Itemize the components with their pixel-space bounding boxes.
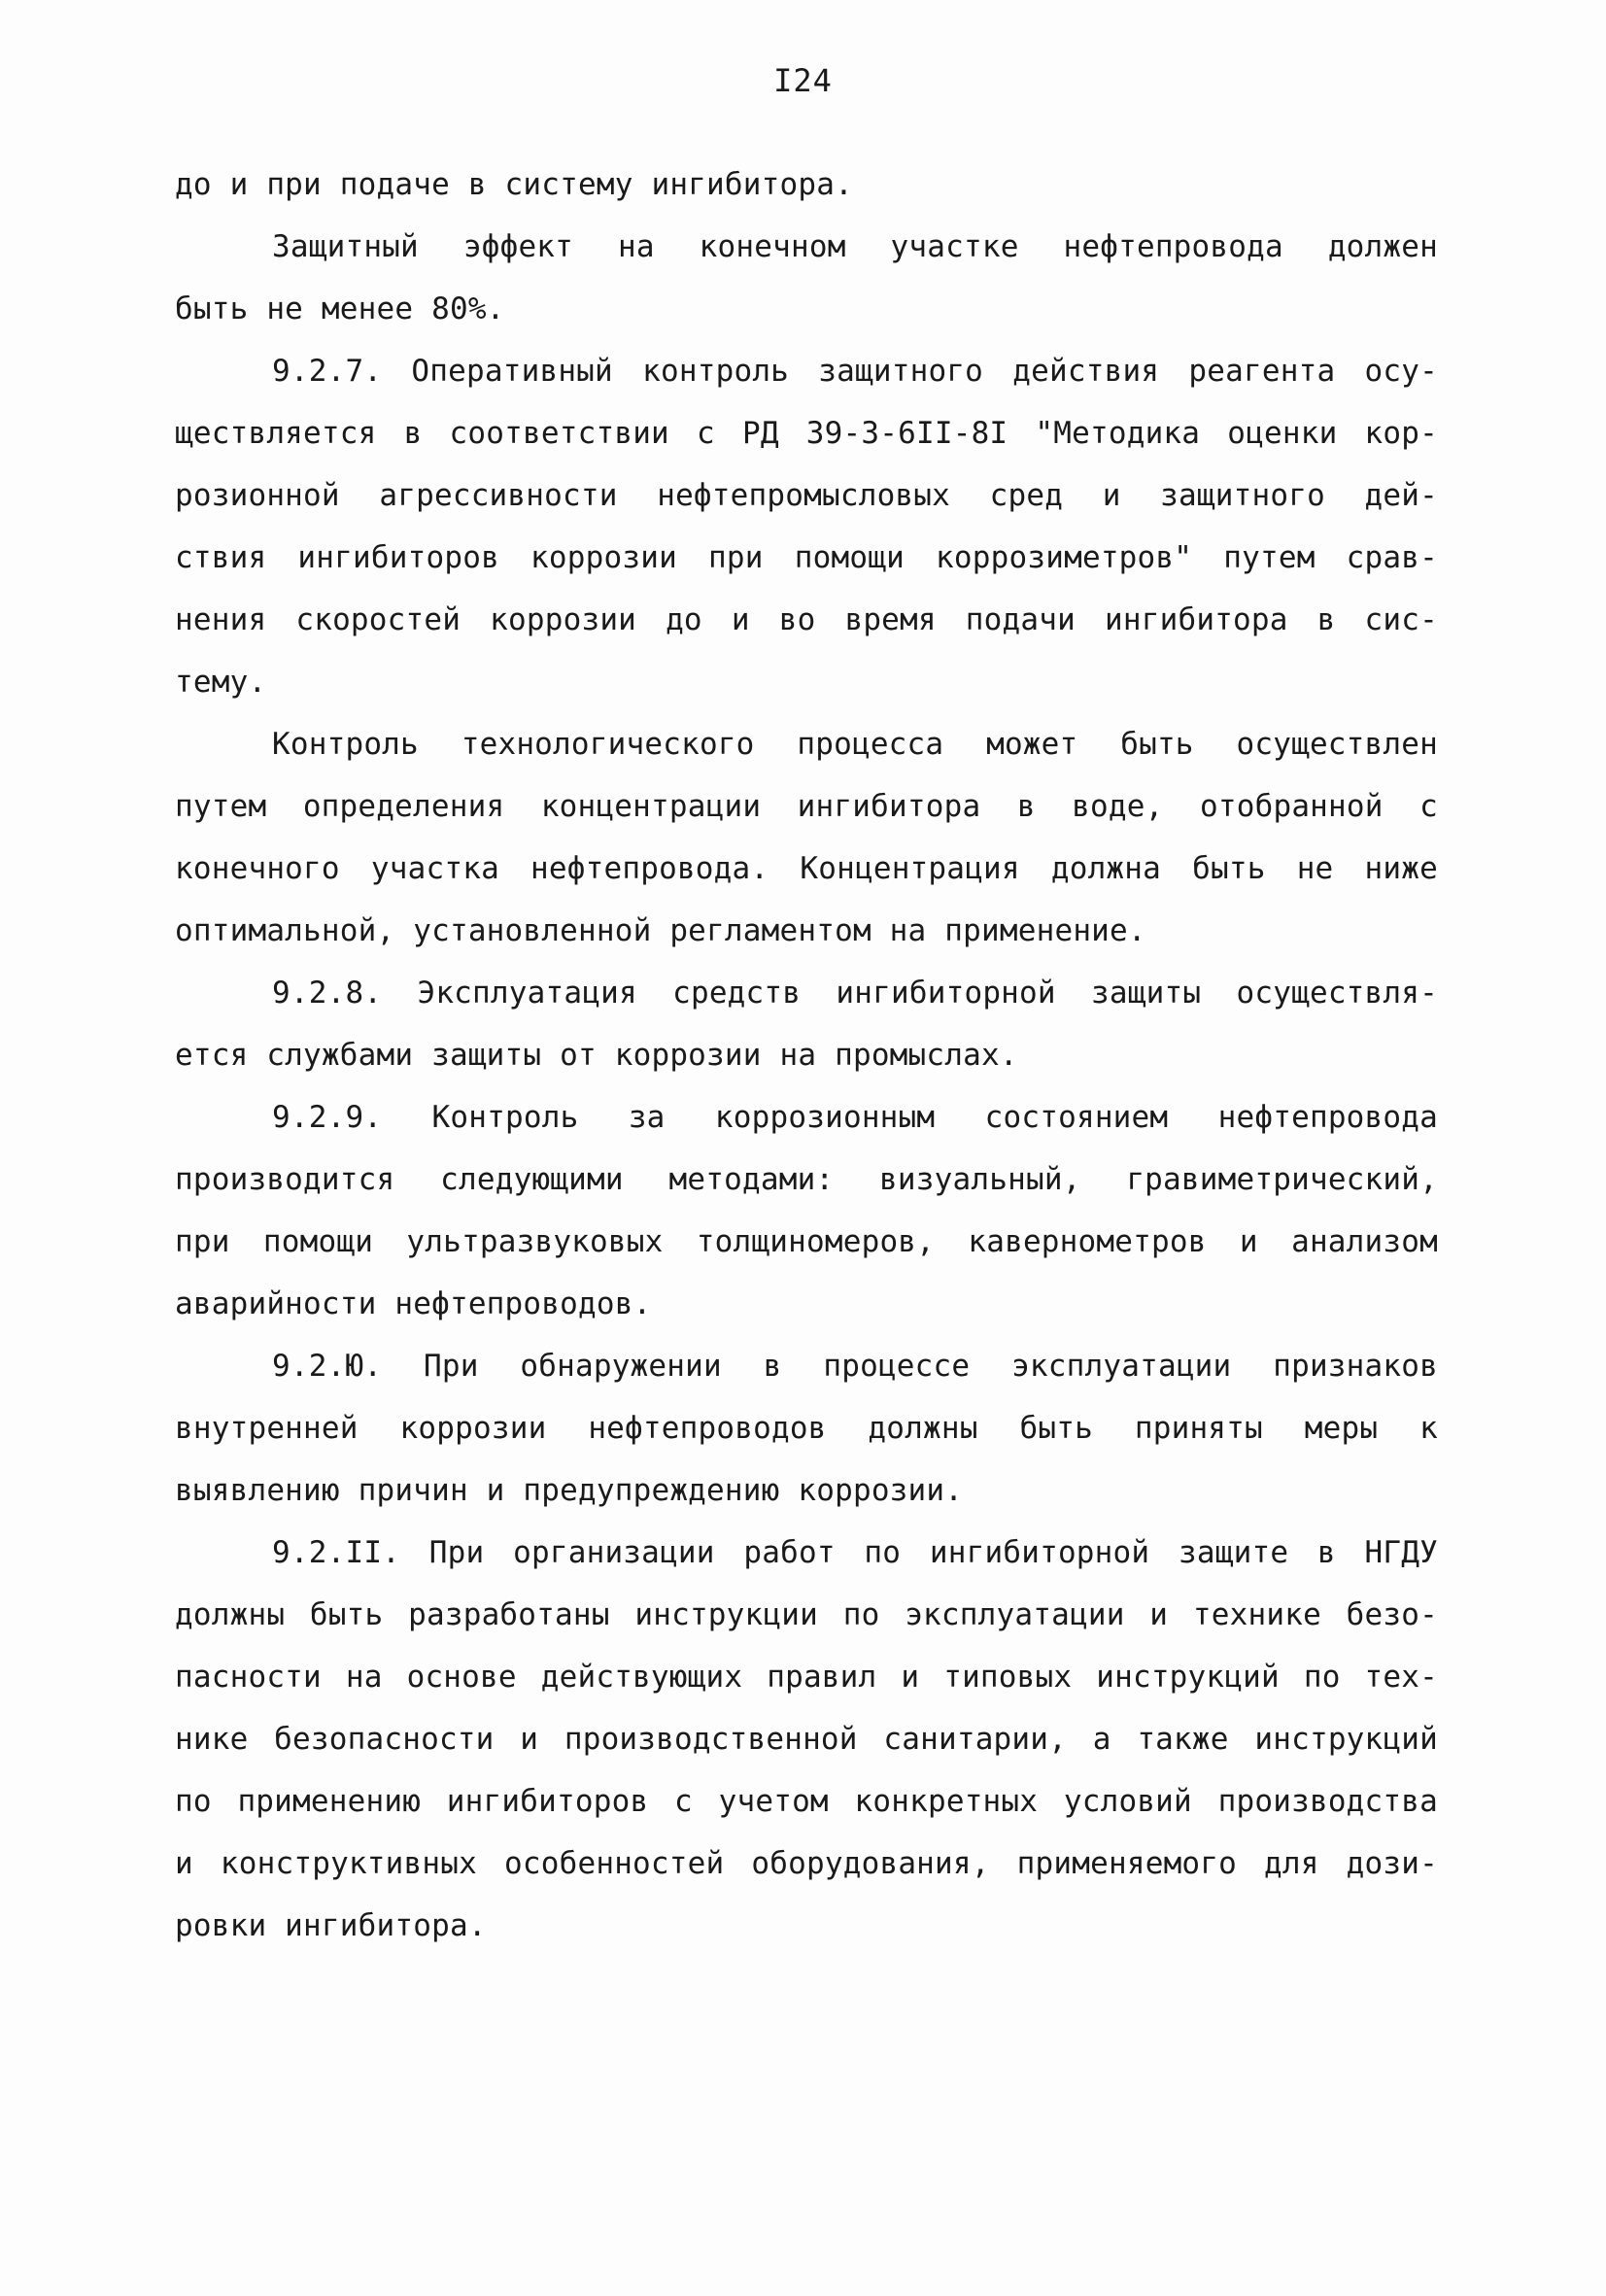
text-line: конечного участка нефтепровода. Концентрация должна быть не ниже [175,851,1438,886]
text-line: ществляется в соответствии с РД 39-3-6II-8I "Методика оценки кор- [175,416,1438,451]
text-line: ровки ингибитора. [175,1908,487,1943]
text-line: быть не менее 80%. [175,291,505,326]
paragraph-4 [175,713,1438,962]
text-line: 9.2.II. При организации работ по ингибиторной защите в НГДУ [272,1535,1438,1570]
text-line: должны быть разработаны инструкции по эксплуатации и технике безо- [175,1597,1438,1632]
text-line: по применению ингибиторов с учетом конкретных условий производства [175,1784,1438,1819]
text-line: нике безопасности и производственной санитарии, а также инструкций [175,1722,1438,1757]
text-line: путем определения концентрации ингибитора в воде, отобранной с [175,789,1438,824]
body-text [175,154,1438,1957]
text-line: аварийности нефтепроводов. [175,1286,652,1321]
text-line: нения скоростей коррозии до и во время подачи ингибитора в сис- [175,602,1438,637]
text-line: тему. [175,665,267,700]
text-line: выявлению причин и предупреждению коррозии. [175,1473,964,1508]
paragraph-8 [175,1522,1438,1957]
paragraph-7 [175,1335,1438,1522]
paragraph-2 [175,216,1438,340]
text-line: до и при подаче в систему ингибитора. [175,167,853,202]
text-line: 9.2.Ю. При обнаружении в процессе эксплуатации признаков [272,1349,1438,1384]
text-line: ется службами защиты от коррозии на промыслах. [175,1038,1018,1073]
paragraph-6 [175,1086,1438,1335]
paragraph-5 [175,962,1438,1086]
text-line: 9.2.8. Эксплуатация средств ингибиторной защиты осуществля- [272,976,1438,1011]
paragraph-1 [175,154,1438,216]
text-line: Защитный эффект на конечном участке нефтепровода должен [272,229,1438,264]
text-line: розионной агрессивности нефтепромысловых сред и защитного дей- [175,478,1438,513]
text-line: производится следующими методами: визуальный, гравиметрический, [175,1162,1438,1197]
text-line: оптимальной, установленной регламентом на применение. [175,913,1146,948]
text-line: Контроль технологического процесса может быть осуществлен [272,727,1438,762]
paragraph-3 [175,340,1438,713]
text-line: ствия ингибиторов коррозии при помощи коррозиметров" путем срав- [175,540,1438,575]
text-line: пасности на основе действующих правил и типовых инструкций по тех- [175,1660,1438,1695]
text-line: 9.2.7. Оперативный контроль защитного действия реагента осу- [272,354,1438,389]
text-line: и конструктивных особенностей оборудования, применяемого для дози- [175,1846,1438,1881]
text-line: внутренней коррозии нефтепроводов должны быть приняты меры к [175,1411,1438,1446]
text-line: 9.2.9. Контроль за коррозионным состоянием нефтепровода [272,1100,1438,1135]
text-line: при помощи ультразвуковых толщиномеров, кавернометров и анализом [175,1224,1438,1259]
page-number: I24 [773,62,833,99]
